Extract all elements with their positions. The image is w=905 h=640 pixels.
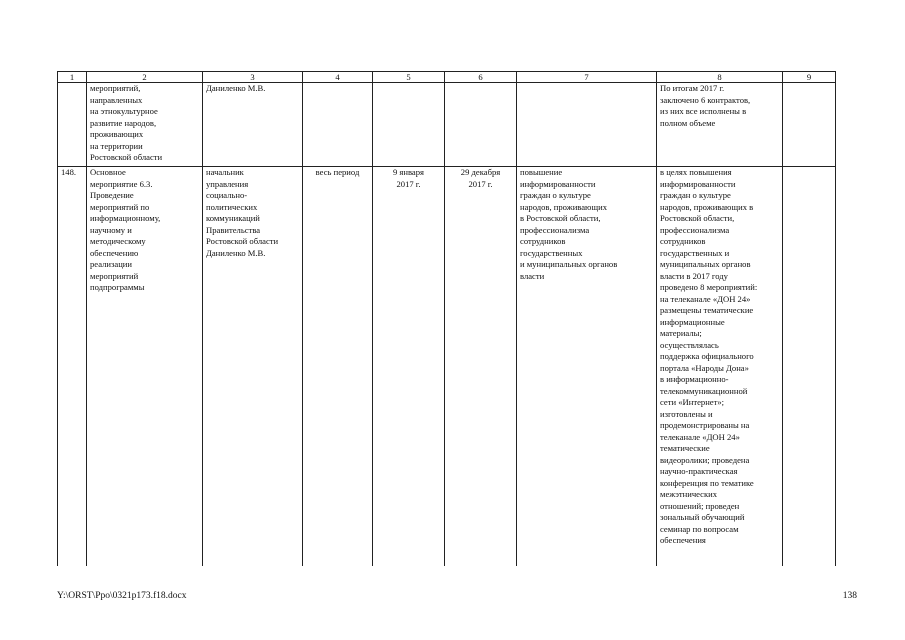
column-number-row — [58, 72, 836, 83]
measures-table — [57, 71, 836, 566]
notes-cell — [783, 83, 836, 167]
column-number-8: 8 — [657, 72, 783, 83]
table-row — [58, 167, 836, 567]
actual-result-cell: По итогам 2017 г. заключено 6 контрактов, из них все исполнены в полном объеме — [657, 83, 783, 167]
table-row — [58, 83, 836, 167]
page-number: 138 — [842, 591, 857, 601]
column-number-4: 4 — [303, 72, 373, 83]
notes-cell — [783, 167, 836, 567]
start-date-cell — [373, 83, 445, 167]
file-path-footer: Y:\ORST\Ppo\0321p173.f18.docx — [57, 591, 187, 601]
column-number-5: 5 — [373, 72, 445, 83]
measure-name-cell: мероприятий, направленных на этнокультурное развитие народов, проживающих на территории Ростовской области — [87, 83, 203, 167]
expected-result-cell: повышение информированности граждан о культуре народов, проживающих в Ростовской области, профессионализма сотрудников государственных и муниципальных органов власти — [517, 167, 657, 567]
row-number-cell: 148. — [58, 167, 87, 567]
column-number-6: 6 — [445, 72, 517, 83]
column-number-9: 9 — [783, 72, 836, 83]
expected-result-cell — [517, 83, 657, 167]
actual-result-cell: в целях повышения информированности граждан о культуре народов, проживающих в Ростовской области, профессионализма сотрудников государственных и муниципальных органов власти в 2017 году проведено 8 мероприятий: на телеканале «ДОН 24» размещены тематические информационные материалы; осуществлялась поддержка официального портала «Народы Дона» в информационно- телекоммуникационной сети «Интернет»; изготовлены и продемонстрированы на телеканале «ДОН 24» тематические видеоролики; проведена научно-практическая конференция по тематике межэтнических отношений; проведен зональный обучающий семинар по вопросам обеспечения — [657, 167, 783, 567]
responsible-cell: начальник управления социально- политических коммуникаций Правительства Ростовской области Даниленко М.В. — [203, 167, 303, 567]
row-number-cell — [58, 83, 87, 167]
column-number-3: 3 — [203, 72, 303, 83]
column-number-1: 1 — [58, 72, 87, 83]
end-date-cell — [445, 83, 517, 167]
end-date-cell: 29 декабря 2017 г. — [445, 167, 517, 567]
deadline-cell — [303, 83, 373, 167]
column-number-7: 7 — [517, 72, 657, 83]
deadline-cell: весь период — [303, 167, 373, 567]
responsible-cell: Даниленко М.В. — [203, 83, 303, 167]
start-date-cell: 9 января 2017 г. — [373, 167, 445, 567]
measure-name-cell: Основное мероприятие 6.3. Проведение мероприятий по информационному, научному и методическому обеспечению реализации мероприятий подпрограммы — [87, 167, 203, 567]
column-number-2: 2 — [87, 72, 203, 83]
